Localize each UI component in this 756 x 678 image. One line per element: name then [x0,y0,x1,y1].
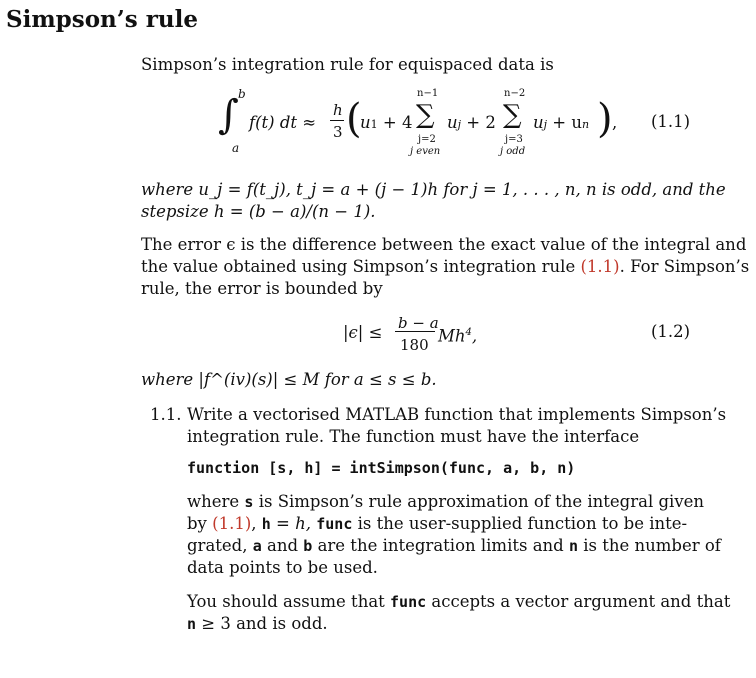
code-n: n [187,615,197,633]
para1-line1: where u_j = f(t_j), t_j = a + (j − 1)h for j = 1, . . . , n, n is odd, and the [141,180,726,199]
code-b: b [303,537,313,555]
integrand: f(t) dt ≈ [249,113,317,132]
sum2-term: u [533,113,544,132]
text: are the integration limits and [312,536,569,555]
text: You should assume that [187,592,391,611]
para1-line2: stepsize h = (b − a)/(n − 1). [141,202,376,221]
sum1-term-sub: j [457,118,462,131]
item-line1: Write a vectorised MATLAB function that implements Simpson’s [187,405,727,424]
text: = h, [270,514,317,533]
text: is the number of [578,536,721,555]
sum1-sign: ∑ [416,100,435,130]
integral-upper-limit: b [238,87,246,101]
code-func: func [390,593,427,611]
text: where [187,492,245,511]
eq2-exponent: 4 [465,327,472,338]
para2-text-b: . For Simpson’s [619,257,750,276]
eq-ref-1-1-b[interactable]: (1.1) [212,514,252,533]
intro-text: Simpson’s integration rule for equispaced data is [141,55,554,74]
item-p2-line2 [187,613,328,635]
sum2-condition: j odd [500,146,526,157]
left-paren: ( [346,96,362,142]
code-a: a [252,537,262,555]
sum1-top: n−1 [417,88,439,99]
sum2-bottom: j=3 [505,134,523,145]
code-n: n [568,537,578,555]
item-p1-line2 [187,513,687,535]
item-label: 1.1. [150,405,182,424]
text: ≥ 3 and is odd. [196,614,328,633]
sum2-term-sub: j [543,118,548,131]
text: accepts a vector argument and that [426,592,731,611]
eq-number-1-1: (1.1) [651,112,691,131]
u1-sub: 1 [370,118,378,131]
sum1-bottom: j=2 [418,134,436,145]
eq-number-1-2: (1.2) [651,322,691,341]
code-func: func [316,515,353,533]
code-s: s [244,493,254,511]
text: is the user-supplied function to be inte- [352,514,688,533]
item-p1-line3 [187,535,721,557]
text: by [187,514,213,533]
para3: where |f^(iv)(s)| ≤ M for a ≤ s ≤ b. [141,370,437,389]
text: grated, [187,536,253,555]
eq1-comma: , [612,113,618,132]
text: , [251,514,262,533]
text: and [261,536,304,555]
code-h: h [261,515,271,533]
eq2-numerator: b − a [398,314,439,332]
eq2-rhs: Mh [438,326,466,346]
item-p1-line4: data points to be used. [187,558,378,577]
eq2-comma: , [471,326,478,346]
sum1-term: u [447,113,458,132]
item-p1-line1 [187,491,704,513]
integral-lower-limit: a [232,141,240,155]
plus-2: + 2 [461,113,496,132]
integral-sign: ∫ [218,92,239,138]
text: is Simpson’s rule approximation of the integral given [253,492,705,511]
un-sub: n [582,118,590,131]
eq2-lhs: |ϵ| ≤ [343,323,383,342]
plus-4: + 4 [377,113,413,132]
plus-un: + u [547,113,583,132]
right-paren: ) [597,96,613,142]
item-p2-line1 [187,591,730,613]
item-line2: integration rule. The function must have the interface [187,427,640,446]
sum1-condition: j even [410,146,441,157]
sum2-sign: ∑ [503,100,522,130]
para2-text-a: the value obtained using Simpson’s integration rule [141,257,581,276]
para2-line2 [141,256,749,278]
u1: u [360,113,371,132]
frac-3: 3 [333,123,343,141]
eq2-denominator: 180 [400,336,429,354]
eq-ref-1-1[interactable]: (1.1) [580,257,620,276]
sum2-top: n−2 [504,88,526,99]
function-signature: function [s, h] = intSimpson(func, a, b, n) [187,459,576,477]
frac-h: h [333,101,343,119]
para2-line3: rule, the error is bounded by [141,279,383,298]
section-title: Simpson’s rule [6,6,198,33]
para2-line1: The error ϵ is the difference between the exact value of the integral and [141,235,747,254]
